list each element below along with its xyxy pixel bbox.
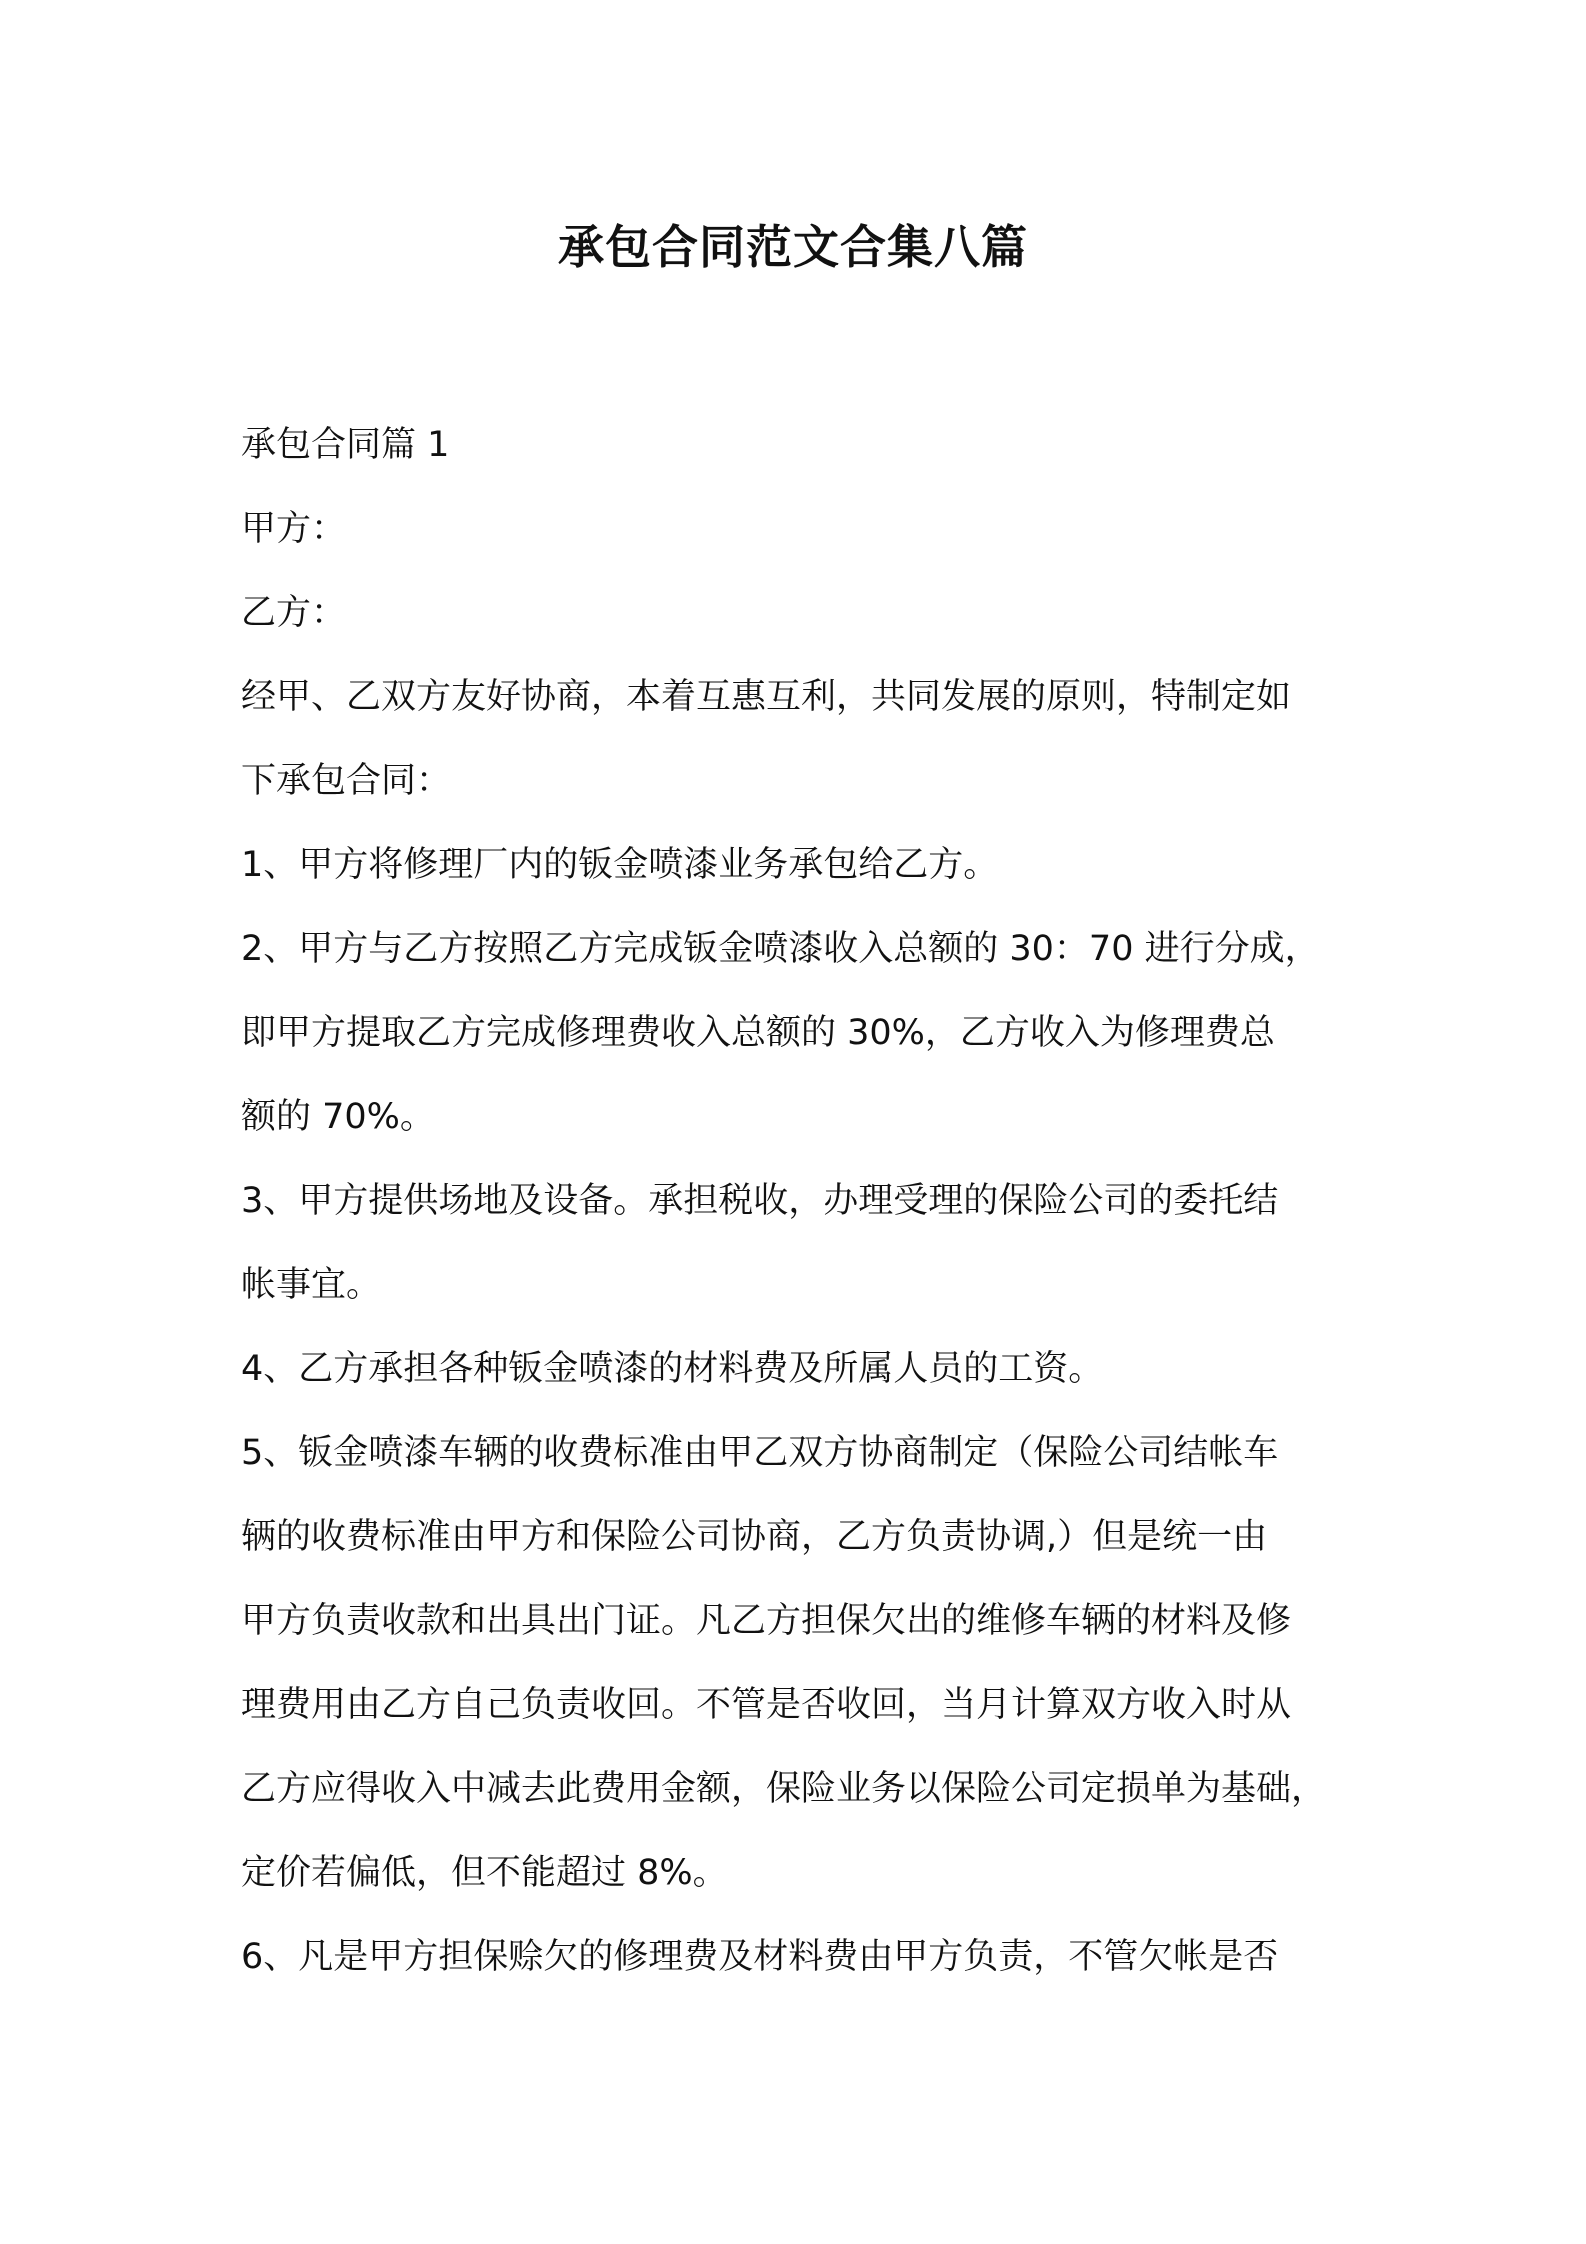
party-a-line: 甲方：	[241, 509, 347, 549]
clause-2-line: 2、甲方与乙方按照乙方完成钣金喷漆收入总额的 30：70 进行分成，	[241, 929, 1320, 969]
section-heading: 承包合同篇 1	[241, 425, 450, 465]
clause-5-line: 辆的收费标准由甲方和保险公司协商，乙方负责协调,）但是统一由	[241, 1517, 1268, 1557]
clause-5-line: 甲方负责收款和出具出门证。凡乙方担保欠出的维修车辆的材料及修	[241, 1601, 1292, 1641]
clause-3-line: 帐事宜。	[241, 1265, 382, 1305]
clause-6-line: 6、凡是甲方担保赊欠的修理费及材料费由甲方负责，不管欠帐是否	[241, 1937, 1279, 1977]
clause-5-line: 5、钣金喷漆车辆的收费标准由甲乙双方协商制定（保险公司结帐车	[241, 1433, 1279, 1473]
clause-4-line: 4、乙方承担各种钣金喷漆的材料费及所属人员的工资。	[241, 1349, 1104, 1389]
clause-3-line: 3、甲方提供场地及设备。承担税收，办理受理的保险公司的委托结	[241, 1181, 1279, 1221]
clause-1-line: 1、甲方将修理厂内的钣金喷漆业务承包给乙方。	[241, 845, 999, 885]
clause-2-line: 额的 70%。	[241, 1097, 435, 1137]
document-body	[241, 403, 1361, 1999]
document-title: 承包合同范文合集八篇	[558, 220, 1028, 274]
clause-5-line: 乙方应得收入中减去此费用金额，保险业务以保险公司定损单为基础，	[241, 1769, 1327, 1809]
clause-5-line: 定价若偏低，但不能超过 8%。	[241, 1853, 728, 1893]
paragraph-line: 下承包合同：	[241, 761, 452, 801]
paragraph-line: 经甲、乙双方友好协商，本着互惠互利，共同发展的原则，特制定如	[241, 677, 1292, 717]
party-b-line: 乙方：	[241, 593, 347, 633]
clause-5-line: 理费用由乙方自己负责收回。不管是否收回，当月计算双方收入时从	[241, 1685, 1292, 1725]
clause-2-line: 即甲方提取乙方完成修理费收入总额的 30%，乙方收入为修理费总	[241, 1013, 1275, 1053]
